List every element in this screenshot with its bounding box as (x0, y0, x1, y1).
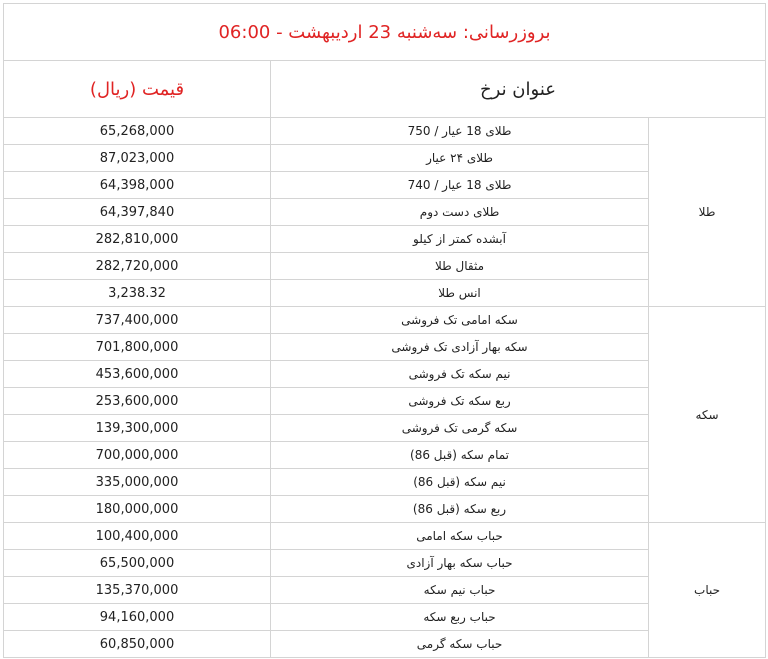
price-cell: 701,800,000 (4, 334, 271, 361)
rate-name-cell: طلای 18 عیار / 750 (271, 118, 649, 145)
price-cell: 282,720,000 (4, 253, 271, 280)
rate-name-cell: حباب ربع سکه (271, 604, 649, 631)
rate-name-cell: انس طلا (271, 280, 649, 307)
price-cell: 60,850,000 (4, 631, 271, 658)
rate-name-cell: حباب سکه امامی (271, 523, 649, 550)
rate-name-cell: حباب نیم سکه (271, 577, 649, 604)
price-cell: 135,370,000 (4, 577, 271, 604)
rate-name-cell: سکه گرمی تک فروشی (271, 415, 649, 442)
rate-name-cell: حباب سکه گرمی (271, 631, 649, 658)
price-cell: 453,600,000 (4, 361, 271, 388)
category-cell: سکه (649, 307, 766, 523)
price-cell: 180,000,000 (4, 496, 271, 523)
rate-name-cell: نیم سکه (قبل 86) (271, 469, 649, 496)
rate-name-cell: طلای دست دوم (271, 199, 649, 226)
table-row (4, 523, 766, 550)
price-cell: 253,600,000 (4, 388, 271, 415)
price-cell: 64,397,840 (4, 199, 271, 226)
price-cell: 335,000,000 (4, 469, 271, 496)
table-row (4, 307, 766, 334)
category-cell: حباب (649, 523, 766, 658)
price-cell: 100,400,000 (4, 523, 271, 550)
rate-name-cell: سکه امامی تک فروشی (271, 307, 649, 334)
rate-name-cell: نیم سکه تک فروشی (271, 361, 649, 388)
table-row (4, 118, 766, 145)
header-row (4, 61, 766, 118)
rate-name-cell: مثقال طلا (271, 253, 649, 280)
rate-name-cell: حباب سکه بهار آزادی (271, 550, 649, 577)
rate-name-cell: طلای 18 عیار / 740 (271, 172, 649, 199)
price-cell: 737,400,000 (4, 307, 271, 334)
price-cell: 64,398,000 (4, 172, 271, 199)
rate-title-header: عنوان نرخ (271, 61, 766, 118)
category-cell: طلا (649, 118, 766, 307)
price-cell: 94,160,000 (4, 604, 271, 631)
price-cell: 700,000,000 (4, 442, 271, 469)
price-cell: 139,300,000 (4, 415, 271, 442)
price-cell: 282,810,000 (4, 226, 271, 253)
price-cell: 87,023,000 (4, 145, 271, 172)
price-cell: 65,500,000 (4, 550, 271, 577)
price-header: قیمت (ریال) (4, 61, 271, 118)
gold-price-table (3, 3, 766, 658)
title-row (4, 4, 766, 61)
rate-body (4, 118, 766, 658)
rate-name-cell: تمام سکه (قبل 86) (271, 442, 649, 469)
rate-name-cell: طلای ۲۴ عیار (271, 145, 649, 172)
price-cell: 65,268,000 (4, 118, 271, 145)
rate-name-cell: ربع سکه تک فروشی (271, 388, 649, 415)
rate-name-cell: سکه بهار آزادی تک فروشی (271, 334, 649, 361)
rate-name-cell: ربع سکه (قبل 86) (271, 496, 649, 523)
rate-name-cell: آبشده کمتر از کیلو (271, 226, 649, 253)
price-cell: 3,238.32 (4, 280, 271, 307)
update-title: بروزرسانی: سه‌شنبه 23 اردیبهشت - 06:00 (4, 4, 766, 61)
